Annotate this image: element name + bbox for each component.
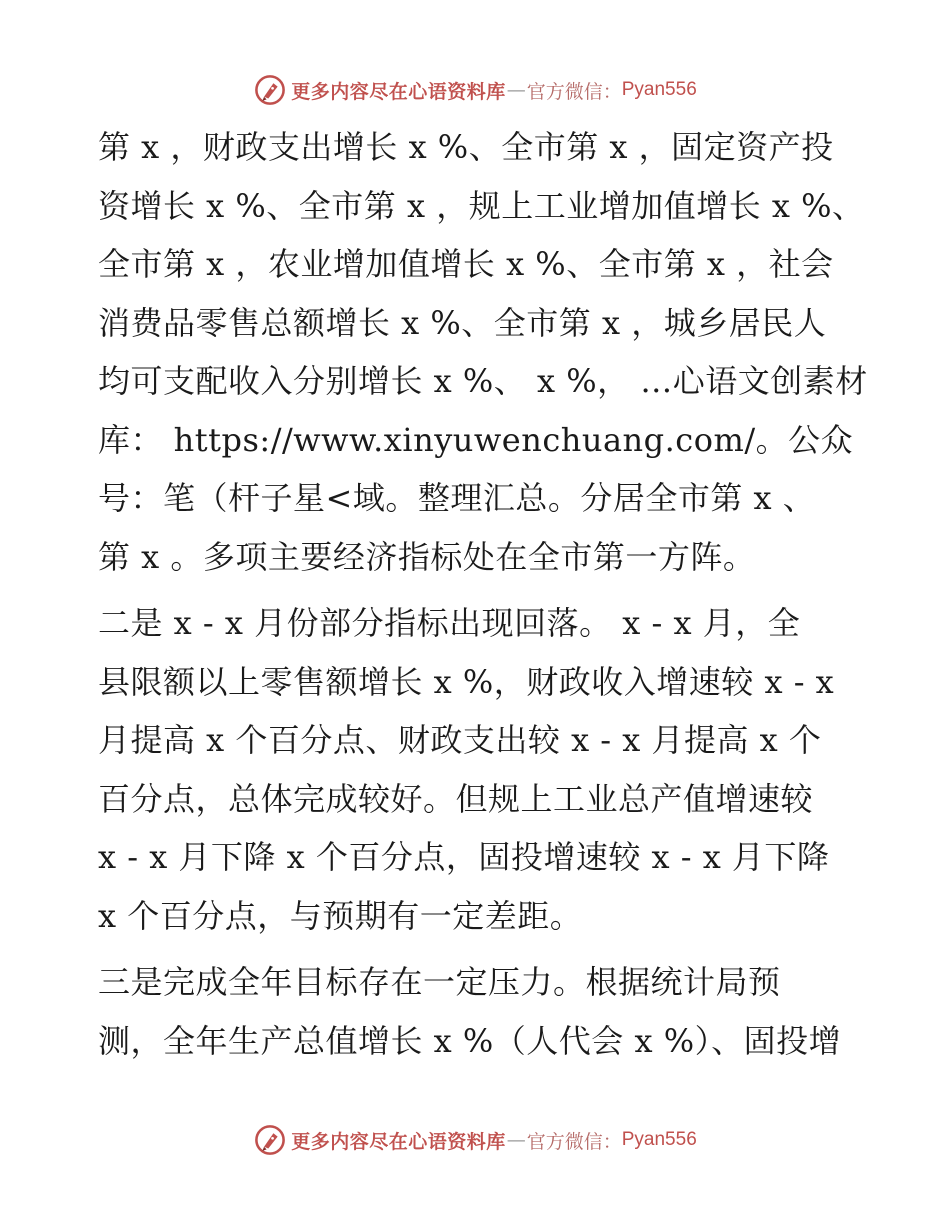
- banner-site-text: 更多内容尽在心语资料库: [291, 80, 506, 103]
- banner-wechat-id: Pyan556: [621, 79, 697, 100]
- document-body: [98, 118, 868, 1070]
- paragraph-3: [98, 953, 858, 1070]
- paragraph-gap: [98, 586, 858, 594]
- footer-banner: [0, 1120, 950, 1160]
- paragraph-gap: [98, 945, 858, 953]
- text-line: 百分点，总体完成较好。但规上工业总产值增速较: [98, 779, 814, 818]
- banner-site-text: 更多内容尽在心语资料库: [291, 1130, 506, 1153]
- banner-dash: —: [506, 1129, 526, 1151]
- text-line: 库： https://www.xinyuwenchuang.com/。公众: [98, 420, 854, 459]
- text-line: 测，全年生产总值增长 x %（人代会 x %）、固投增: [98, 1021, 842, 1060]
- text-line: 第 x 。多项主要经济指标处在全市第一方阵。: [98, 537, 756, 576]
- text-line: 二是 x - x 月份部分指标出现回落。 x - x 月，全: [98, 604, 801, 642]
- paragraph-1: [98, 118, 868, 586]
- text-line: 第 x ，财政支出增长 x %、全市第 x ，固定资产投: [98, 128, 834, 166]
- banner-dash: —: [506, 79, 526, 101]
- text-line: 月提高 x 个百分点、财政支出较 x - x 月提高 x 个: [98, 721, 822, 759]
- text-line: 号：笔（杆子星<域。整理汇总。分居全市第 x 、: [98, 479, 816, 517]
- text-line: 均可支配收入分别增长 x %、 x %， …心语文创素材: [98, 362, 868, 400]
- text-line: 资增长 x %、全市第 x ，规上工业增加值增长 x %、: [98, 186, 865, 225]
- banner-wechat-id: Pyan556: [621, 1129, 697, 1150]
- text-line: 三是完成全年目标存在一定压力。根据统计局预: [98, 963, 781, 1001]
- text-line: 全市第 x ，农业增加值增长 x %、全市第 x ，社会: [98, 245, 834, 283]
- pen-nib-logo-icon: [253, 1123, 287, 1157]
- text-line: 县限额以上零售额增长 x %，财政收入增速较 x - x: [98, 662, 835, 701]
- banner-wechat-label: 官方微信：: [526, 80, 622, 103]
- text-line: 消费品零售总额增长 x %、全市第 x ，城乡居民人: [98, 303, 827, 342]
- pen-nib-logo-icon: [253, 73, 287, 107]
- banner-wechat-label: 官方微信：: [526, 1130, 622, 1153]
- paragraph-2: [98, 594, 858, 945]
- header-banner: [0, 70, 950, 110]
- text-line: x 个百分点，与预期有一定差距。: [98, 896, 583, 935]
- text-line: x - x 月下降 x 个百分点，固投增速较 x - x 月下降: [98, 838, 830, 876]
